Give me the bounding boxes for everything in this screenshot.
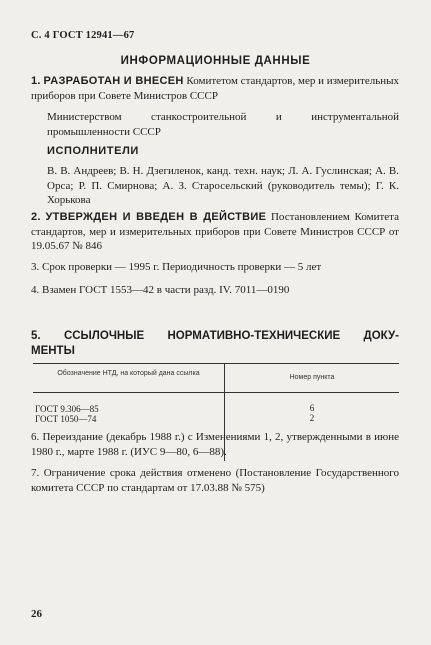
item-1-sub: Министерством станкостроительной и инструментальной промышленности СССР (47, 111, 399, 138)
item-5 (31, 329, 399, 359)
item-5-word-3: ДОКУ- (363, 330, 399, 342)
page-number: 26 (31, 608, 42, 620)
table-header-item: Номер пункта (289, 374, 335, 381)
item-5-line-2: МЕНТЫ (31, 345, 75, 357)
table-rule-header (33, 392, 399, 393)
item-5-word-1: ССЫЛОЧНЫЕ (63, 330, 145, 342)
item-2-text: Постановлением Комитета стандартов, мер и измерительных приборов при Совете Министров СССР от 19.05.67 № 846 (31, 211, 399, 252)
item-2-num: 2. (31, 211, 41, 223)
table-row-2-doc: ГОСТ 1050—74 (35, 414, 97, 424)
item-5-word-2: НОРМАТИВНО-ТЕХНИЧЕСКИЕ (167, 330, 341, 342)
executors-title: ИСПОЛНИТЕЛИ (47, 145, 139, 157)
section-title: ИНФОРМАЦИОННЫЕ ДАННЫЕ (120, 55, 311, 67)
table-rule-top (33, 363, 399, 364)
item-1-text: Комитетом стандартов, мер и измерительных приборов при Совете Министров СССР (31, 75, 400, 102)
item-5-num: 5. (31, 330, 41, 342)
item-3: 3. Срок проверки — 1995 г. Периодичность проверки — 5 лет (31, 261, 322, 273)
item-1-caps: РАЗРАБОТАН И ВНЕСЕН (43, 75, 184, 87)
executors-list: В. В. Андреев; В. Н. Дзегиленок, канд. техн. наук; Л. А. Гуслинская; А. В. Орса; Р. П. Смирнова; А. З. Старосельский (руководитель темы); Г. К. Хорькова (47, 165, 399, 206)
page-header: С. 4 ГОСТ 12941—67 (31, 30, 135, 41)
item-2-caps: УТВЕРЖДЕН И ВВЕДЕН В ДЕЙСТВИЕ (45, 211, 267, 223)
item-2 (31, 210, 399, 254)
table-row-2-item: 2 (309, 413, 315, 423)
item-1-num: 1. (31, 75, 41, 87)
table-header-doc: Обозначение НТД, на который дана ссылка (57, 370, 200, 377)
item-4: 4. Взамен ГОСТ 1553—42 в части разд. IV. 7011—0190 (31, 284, 290, 296)
item-1 (31, 74, 399, 103)
table-row-1-item: 6 (309, 403, 315, 413)
table-row-1-doc: ГОСТ 9.306—85 (35, 404, 99, 414)
item-6: 6. Переиздание (декабрь 1988 г.) с Изменениями 1, 2, утвержденными в июне 1980 г., марте 1988 г. (ИУС 9—80, 6—88). (31, 431, 399, 458)
item-7: 7. Ограничение срока действия отменено (Постановление Государственного комитета СССР по стандартам от 17.03.88 № 575) (31, 467, 399, 494)
